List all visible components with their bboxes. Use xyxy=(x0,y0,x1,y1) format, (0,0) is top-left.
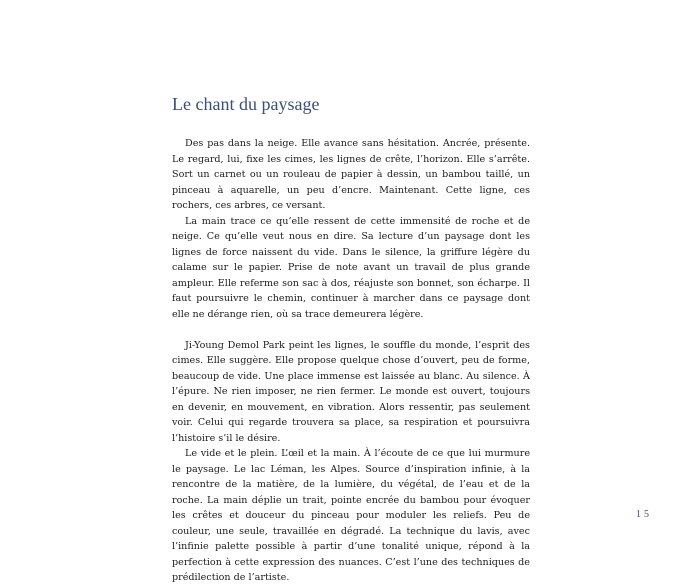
paragraph: Le vide et le plein. L’œil et la main. À l’écoute de ce que lui murmure le paysage. Le lac Léman, les Alpes. Source d’inspiration infinie, à la rencontre de la matière, de la lumière, du végétal, de l’eau et de la roche. La main déplie un trait, pointe encrée du bambou pour évoquer les crêtes et douceur du pinceau pour moduler les reliefs. Peu de couleur, une seule, travaillée en dégradé. La technique du lavis, avec l’infinie palette possible à partir d’une tonalité unique, répond à la perfection à cette expression des nuances. C’est l’une des techniques de prédilection de l’artiste. xyxy=(172,448,530,583)
chapter-title: Le chant du paysage xyxy=(172,94,320,114)
body-text xyxy=(172,136,530,586)
paragraph: Des pas dans la neige. Elle avance sans hésitation. Ancrée, présente. Le regard, lui, fixe les cimes, les lignes de crête, l’horizon. Elle s’arrête. Sort un carnet ou un rouleau de papier à dessin, un bambou taillé, un pinceau à aquarelle, un peu d’encre. Maintenant. Cette ligne, ces rochers, ces arbres, ce versant. xyxy=(172,138,530,211)
paragraph: Ji-Young Demol Park peint les lignes, le souffle du monde, l’esprit des cimes. Elle suggère. Elle propose quelque chose d’ouvert, peu de forme, beaucoup de vide. Une place immense est laissée au blanc. Au silence. À l’épure. Ne rien imposer, ne rien fermer. Le monde est ouvert, toujours en devenir, en mouvement, en vibration. Alors ressentir, pas seulement voir. Celui qui regarde trouvera sa place, sa respiration et poursuivra l’histoire s’il le désire. xyxy=(172,339,530,444)
page-number: 15 xyxy=(636,509,652,520)
paragraph: La main trace ce qu’elle ressent de cette immensité de roche et de neige. Ce qu’elle veut nous en dire. Sa lecture d’un paysage dont les lignes de force naissent du vide. Dans le silence, la griffure légère du calame sur le papier. Prise de note avant un travail de plus grande ampleur. Elle referme son sac à dos, réajuste son bonnet, son écharpe. Il faut poursuivre le chemin, continuer à marcher dans ce paysage dont elle ne dérange rien, où sa trace demeurera légère. xyxy=(172,215,530,320)
